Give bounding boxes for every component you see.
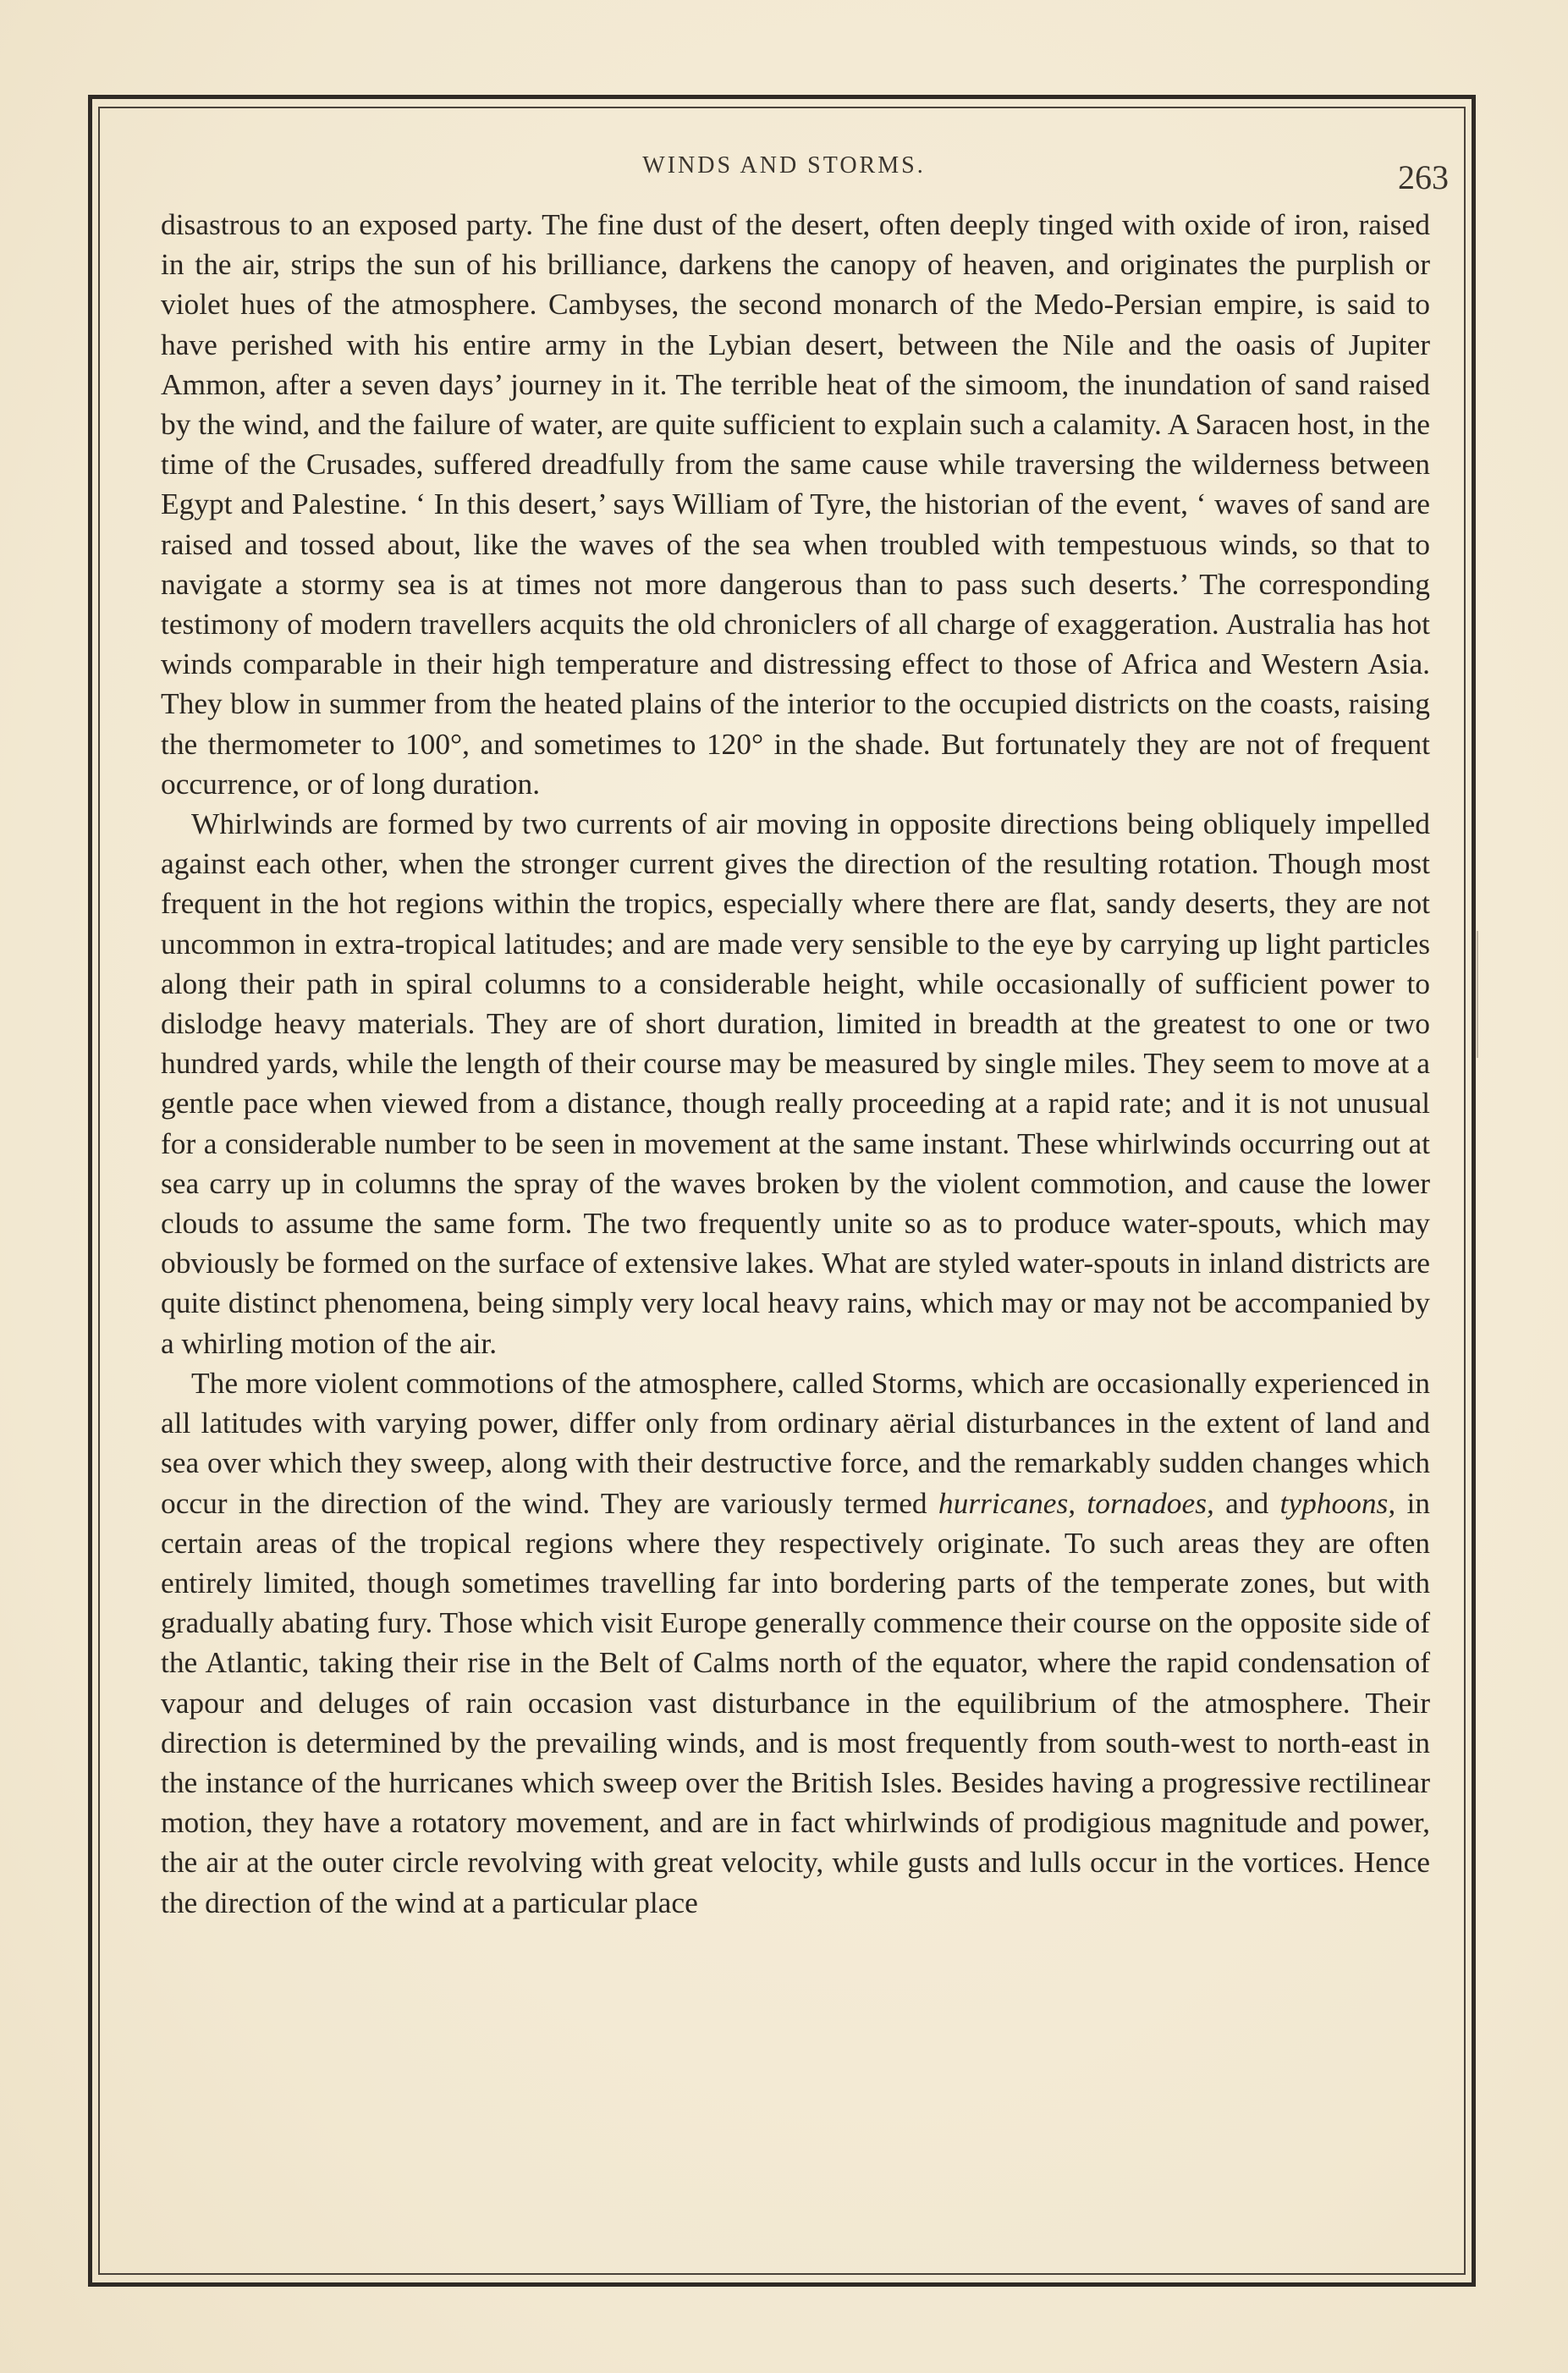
- paragraph-whirlwinds: Whirlwinds are formed by two currents of air moving in opposite directions being obliquely impelled against each other, when the stronger current gives the direction of the resulting rotation. Though most frequent in the hot regions within the tropics, especially where there are flat, sandy deserts, they are not uncommon in extra-tropical latitudes; and are made very sensible to the eye by carrying up light particles along their path in spiral columns to a considerable height, while occasionally of sufficient power to dislodge heavy materials. They are of short duration, limited in breadth at the greatest to one or two hundred yards, while the length of their course may be measured by single miles. They seem to move at a gentle pace when viewed from a distance, though really proceeding at a rapid rate; and it is not unusual for a considerable number to be seen in movement at the same instant. These whirlwinds occurring out at sea carry up in columns the spray of the waves broken by the violent commotion, and cause the lower clouds to assume the same form. The two frequently unite so as to produce water-spouts, which may obviously be formed on the surface of extensive lakes. What are styled water-spouts in inland districts are quite distinct phenomena, being simply very local heavy rains, which may or may not be accompanied by a whirling motion of the air.: [161, 807, 1430, 1360]
- italic-typhoons: typhoons,: [1279, 1485, 1396, 1520]
- storms-text-opening: The more violent commotions of the atmosphere, called Storms, which are occasionally experienced in all latitudes with varying power, differ only from ordinary aërial disturbances in the extent of land and sea over which they sweep, along with their destructive force, and the remarkably sudden changes which occur in the direction of the wind. They are variously termed: [161, 1365, 1430, 1520]
- body-text: [161, 205, 1430, 1923]
- storms-text-joiner-1: [1076, 1486, 1087, 1520]
- italic-hurricanes: hurricanes,: [938, 1485, 1076, 1520]
- italic-tornadoes: tornadoes,: [1087, 1485, 1214, 1520]
- paragraph-storms: [161, 1363, 1430, 1923]
- margin-mark: [1477, 931, 1478, 1058]
- paragraph-desert-winds: disastrous to an exposed party. The fine dust of the desert, often deeply tinged with oxide of iron, raised in the air, strips the sun of his brilliance, darkens the canopy of heaven, and originates the purplish or violet hues of the atmosphere. Cambyses, the second monarch of the Medo-Persian empire, is said to have perished with his entire army in the Lybian desert, between the Nile and the oasis of Jupiter Ammon, after a seven days’ journey in it. The terrible heat of the simoom, the inundation of sand raised by the wind, and the failure of water, are quite sufficient to explain such a calamity. A Saracen host, in the time of the Crusades, suffered dreadfully from the same cause while traversing the wilderness between Egypt and Palestine. ‘ In this desert,’ says William of Tyre, the historian of the event, ‘ waves of sand are raised and tossed about, like the waves of the sea when troubled with tempestuous winds, so that to navigate a stormy sea is at times not more dangerous than to pass such deserts.’ The corresponding testimony of modern travellers acquits the old chroniclers of all charge of exaggeration. Australia has hot winds comparable in their high temperature and distressing effect to those of Africa and Western Asia. They blow in summer from the heated plains of the interior to the occupied districts on the coasts, raising the thermometer to 100°, and sometimes to 120° in the shade. But fortunately they are not of frequent occurrence, or of long duration.: [161, 207, 1430, 801]
- running-title: WINDS AND STORMS.: [642, 152, 926, 179]
- storms-text-closing: in certain areas of the tropical regions where they respectively originate. To such areas they are often entirely limited, though sometimes travelling far into bordering parts of the temperate zones, but with gradually abating fury. Those which visit Europe generally commence their course on the opposite side of the Atlantic, taking their rise in the Belt of Calms north of the equator, where the rapid condensation of vapour and deluges of rain occasion vast disturbance in the equilibrium of the atmosphere. Their direction is determined by the prevailing winds, and is most frequently from south-west to north-east in the instance of the hurricanes which sweep over the British Isles. Besides having a progressive rectilinear motion, they have a rotatory movement, and are in fact whirlwinds of prodigious magnitude and power, the air at the outer circle revolving with great velocity, while gusts and lulls occur in the vortices. Hence the direction of the wind at a particular place: [161, 1485, 1430, 1919]
- storms-text-joiner-2: and: [1213, 1485, 1280, 1520]
- page-number: 263: [1398, 158, 1449, 196]
